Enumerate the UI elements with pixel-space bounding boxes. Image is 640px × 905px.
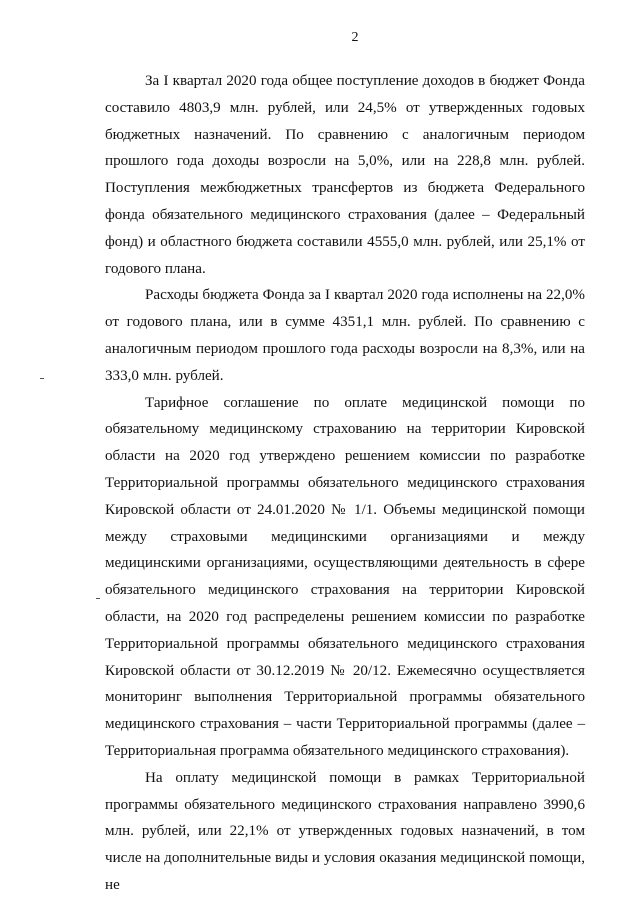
paragraph-expenses: Расходы бюджета Фонда за I квартал 2020 года исполнены на 22,0% от годового плана, или в сумме 4351,1 млн. рублей. По сравнению с аналогичным периодом прошлого года расходы возросли на 8,3%, или на 333,0 млн. рублей. [105, 287, 585, 384]
paragraph-revenue: За I квартал 2020 года общее поступление доходов в бюджет Фонда составило 4803,9 млн. рублей, или 24,5% от утвержденных годовых бюджетных назначений. По сравнению с аналогичным периодом прошлого года доходы возросли на 5,0%, или на 228,8 млн. рублей. Поступления межбюджетных трансфертов из бюджета Федерального фонда обязательного медицинского страхования (далее – Федеральный фонд) и областного бюджета составили 4555,0 млн. рублей, или 25,1% от годового плана. [105, 73, 585, 277]
scan-speck [40, 378, 44, 379]
scan-speck [96, 598, 100, 599]
page-number: 2 [351, 30, 359, 45]
paragraph-medical-care-payment: На оплату медицинской помощи в рамках Территориальной программы обязательного медицинского страхования направлено 3990,6 млн. рублей, или 22,1% от утвержденных годовых назначений, в том числе на дополнительные виды и условия оказания медицинской помощи, не [105, 769, 585, 893]
paragraph-tariff-agreement: Тарифное соглашение по оплате медицинской помощи по обязательному медицинскому страхованию на территории Кировской области на 2020 год утверждено решением комиссии по разработке Территориальной программы обязательного медицинского страхования Кировской области от 24.01.2020 № 1/1. Объемы медицинской помощи между страховыми медицинскими организациями и между медицинскими организациями, осуществляющими деятельность в сфере обязательного медицинского страхования на территории Кировской области, на 2020 год распределены решением комиссии по разработке Территориальной программы обязательного медицинского страхования Кировской области от 30.12.2019 № 20/12. Ежемесячно осуществляется мониторинг выполнения Территориальной программы обязательного медицинского страхования – части Территориальной программы (далее – Территориальная программа обязательного медицинского страхования). [105, 394, 585, 759]
